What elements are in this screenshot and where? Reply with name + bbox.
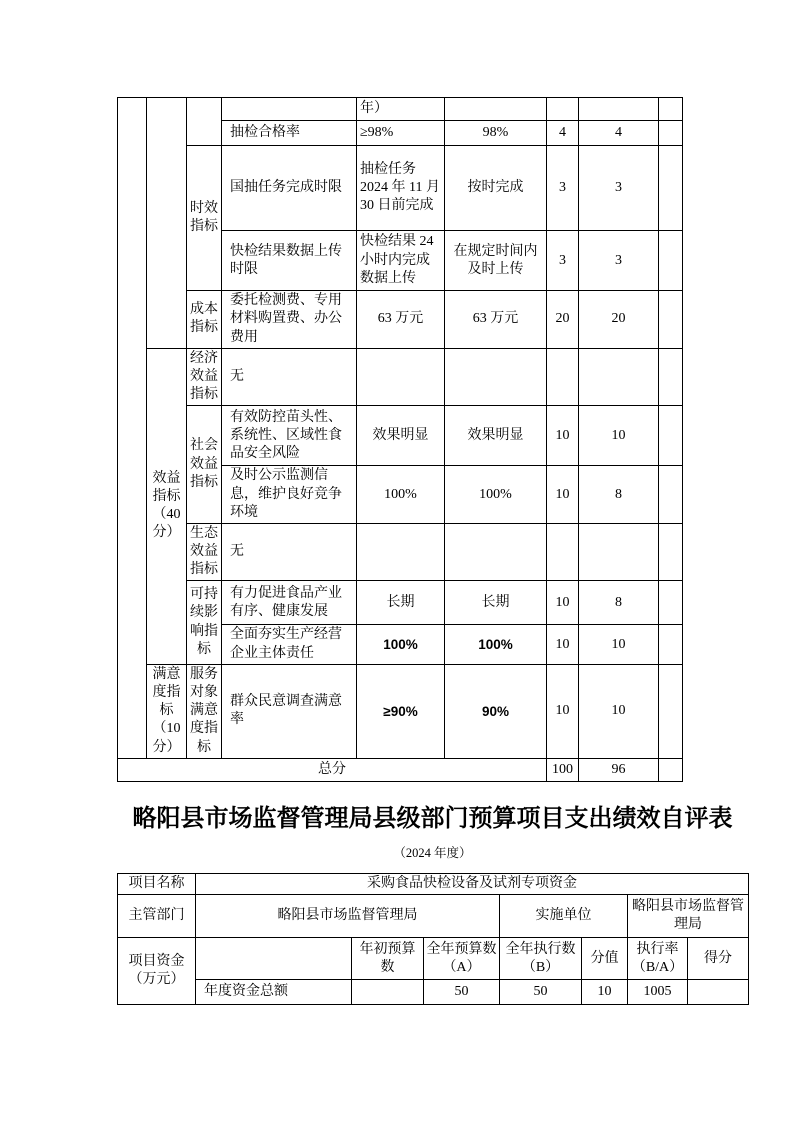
indicator-name-cell: 委托检测费、专用材料购置费、办公费用 [222, 291, 357, 349]
implementing-unit-label-cell: 实施单位 [500, 895, 628, 938]
subcategory-cell: 成本指标 [187, 291, 222, 349]
score-got-cell: 4 [579, 121, 659, 146]
table-row [118, 523, 683, 581]
document-year: （2024 年度） [393, 845, 472, 860]
department-label-cell: 主管部门 [118, 895, 196, 938]
table-row [118, 406, 683, 466]
table-row [118, 758, 683, 781]
score-got-cell: 8 [579, 581, 659, 625]
score-cell: 10 [547, 406, 579, 466]
project-funds-label-cell: 项目资金（万元） [118, 938, 196, 1005]
note-cell [659, 466, 683, 524]
table-row [118, 980, 749, 1005]
annual-budget-header-cell: 全年预算数（A） [424, 938, 500, 980]
score-got-cell: 10 [579, 406, 659, 466]
execution-rate-value-cell: 1005 [628, 980, 688, 1005]
note-cell [659, 348, 683, 406]
subcategory-spanner-cell [187, 98, 222, 146]
target-value-cell: 长期 [357, 581, 445, 625]
indicator-name-cell: 全面夯实生产经营企业主体责任 [222, 625, 357, 664]
score-cell: 10 [547, 625, 579, 664]
note-cell [659, 581, 683, 625]
score-cell [547, 348, 579, 406]
project-name-label-cell: 项目名称 [118, 874, 196, 895]
indicator-name-cell: 有力促进食品产业有序、健康发展 [222, 581, 357, 625]
score-cell: 3 [547, 146, 579, 231]
note-cell [659, 146, 683, 231]
note-cell [659, 406, 683, 466]
execution-rate-header-cell: 执行率（B/A） [628, 938, 688, 980]
actual-value-cell: 90% [445, 664, 547, 758]
score-got-cell: 10 [579, 664, 659, 758]
target-value-cell: 100% [357, 466, 445, 524]
actual-value-cell: 长期 [445, 581, 547, 625]
annual-budget-value-cell: 50 [424, 980, 500, 1005]
category-cell: 效益指标（40分） [147, 348, 187, 664]
note-cell [659, 664, 683, 758]
indicator-name-cell: 有效防控苗头性、系统性、区域性食品安全风险 [222, 406, 357, 466]
left-margin-column-cell [118, 98, 147, 759]
category-cell: 满意度指标（10分） [147, 664, 187, 758]
score-cell: 3 [547, 231, 579, 291]
target-value-cell: 63 万元 [357, 291, 445, 349]
score-header-cell: 分值 [582, 938, 628, 980]
indicator-name-cell: 抽检合格率 [222, 121, 357, 146]
note-cell [659, 523, 683, 581]
table-row [118, 146, 683, 231]
note-cell [659, 758, 683, 781]
note-cell [659, 625, 683, 664]
table-row [118, 581, 683, 625]
target-value-cell: 快检结果 24 小时内完成数据上传 [357, 231, 445, 291]
table-row [118, 874, 749, 895]
got-header-cell: 得分 [688, 938, 749, 980]
table-row [118, 664, 683, 758]
score-got-cell: 3 [579, 231, 659, 291]
target-value-cell: 100% [357, 625, 445, 664]
subcategory-cell: 时效指标 [187, 146, 222, 291]
actual-value-cell: 按时完成 [445, 146, 547, 231]
document-title: 略阳县市场监督管理局县级部门预算项目支出绩效自评表 [132, 806, 733, 832]
score-cell: 10 [547, 581, 579, 625]
subcategory-cell: 经济效益指标 [187, 348, 222, 406]
target-value-cell: 效果明显 [357, 406, 445, 466]
target-value-cell: 年） [357, 98, 445, 121]
note-cell [659, 98, 683, 121]
actual-value-cell [445, 523, 547, 581]
category-spanner-cell [147, 98, 187, 349]
table-row [118, 291, 683, 349]
actual-value-cell: 在规定时间内及时上传 [445, 231, 547, 291]
actual-value-cell: 100% [445, 625, 547, 664]
table-row [118, 348, 683, 406]
indicator-name-cell: 及时公示监测信息，维护良好竞争环境 [222, 466, 357, 524]
indicator-name-cell: 国抽任务完成时限 [222, 146, 357, 231]
note-cell [659, 291, 683, 349]
actual-value-cell [445, 98, 547, 121]
actual-value-cell: 效果明显 [445, 406, 547, 466]
table-row [118, 98, 683, 121]
score-got-cell [579, 348, 659, 406]
target-value-cell: 抽检任务 2024 年 11 月 30 日前完成 [357, 146, 445, 231]
score-got-cell: 8 [579, 466, 659, 524]
score-got-cell: 20 [579, 291, 659, 349]
score-got-cell [579, 98, 659, 121]
score-cell: 20 [547, 291, 579, 349]
score-cell: 4 [547, 121, 579, 146]
indicator-name-cell: 无 [222, 523, 357, 581]
score-got-cell: 3 [579, 146, 659, 231]
score-cell [547, 98, 579, 121]
initial-budget-header-cell: 年初预算数 [352, 938, 424, 980]
actual-value-cell: 63 万元 [445, 291, 547, 349]
indicator-name-cell: 群众民意调查满意率 [222, 664, 357, 758]
target-value-cell [357, 348, 445, 406]
score-got-cell: 10 [579, 625, 659, 664]
target-value-cell: ≥90% [357, 664, 445, 758]
project-name-value-cell: 采购食品快检设备及试剂专项资金 [196, 874, 749, 895]
annual-executed-value-cell: 50 [500, 980, 582, 1005]
score-got-cell [579, 523, 659, 581]
title-block [117, 806, 748, 861]
total-score-cell: 100 [547, 758, 579, 781]
annual-executed-header-cell: 全年执行数（B） [500, 938, 582, 980]
actual-value-cell: 98% [445, 121, 547, 146]
indicator-name-cell [222, 98, 357, 121]
indicator-name-cell: 快检结果数据上传时限 [222, 231, 357, 291]
subcategory-cell: 服务对象满意度指标 [187, 664, 222, 758]
actual-value-cell [445, 348, 547, 406]
score-cell: 10 [547, 664, 579, 758]
total-label-cell: 总分 [118, 758, 547, 781]
got-value-cell [688, 980, 749, 1005]
score-cell [547, 523, 579, 581]
note-cell [659, 231, 683, 291]
actual-value-cell: 100% [445, 466, 547, 524]
initial-budget-value-cell [352, 980, 424, 1005]
score-cell: 10 [547, 466, 579, 524]
score-value-cell: 10 [582, 980, 628, 1005]
indicator-name-cell: 无 [222, 348, 357, 406]
target-value-cell: ≥98% [357, 121, 445, 146]
subcategory-cell: 社会效益指标 [187, 406, 222, 524]
subcategory-cell: 可持续影响指标 [187, 581, 222, 664]
table-row [118, 938, 749, 980]
implementing-unit-value-cell: 略阳县市场监督管理局 [628, 895, 749, 938]
total-got-cell: 96 [579, 758, 659, 781]
budget-self-evaluation-table [117, 873, 749, 1005]
performance-indicators-table [117, 97, 683, 782]
target-value-cell [357, 523, 445, 581]
table-row [118, 895, 749, 938]
funds-sublabel-spacer-cell [196, 938, 352, 980]
subcategory-cell: 生态效益指标 [187, 523, 222, 581]
annual-total-label-cell: 年度资金总额 [196, 980, 352, 1005]
note-cell [659, 121, 683, 146]
department-value-cell: 略阳县市场监督管理局 [196, 895, 500, 938]
